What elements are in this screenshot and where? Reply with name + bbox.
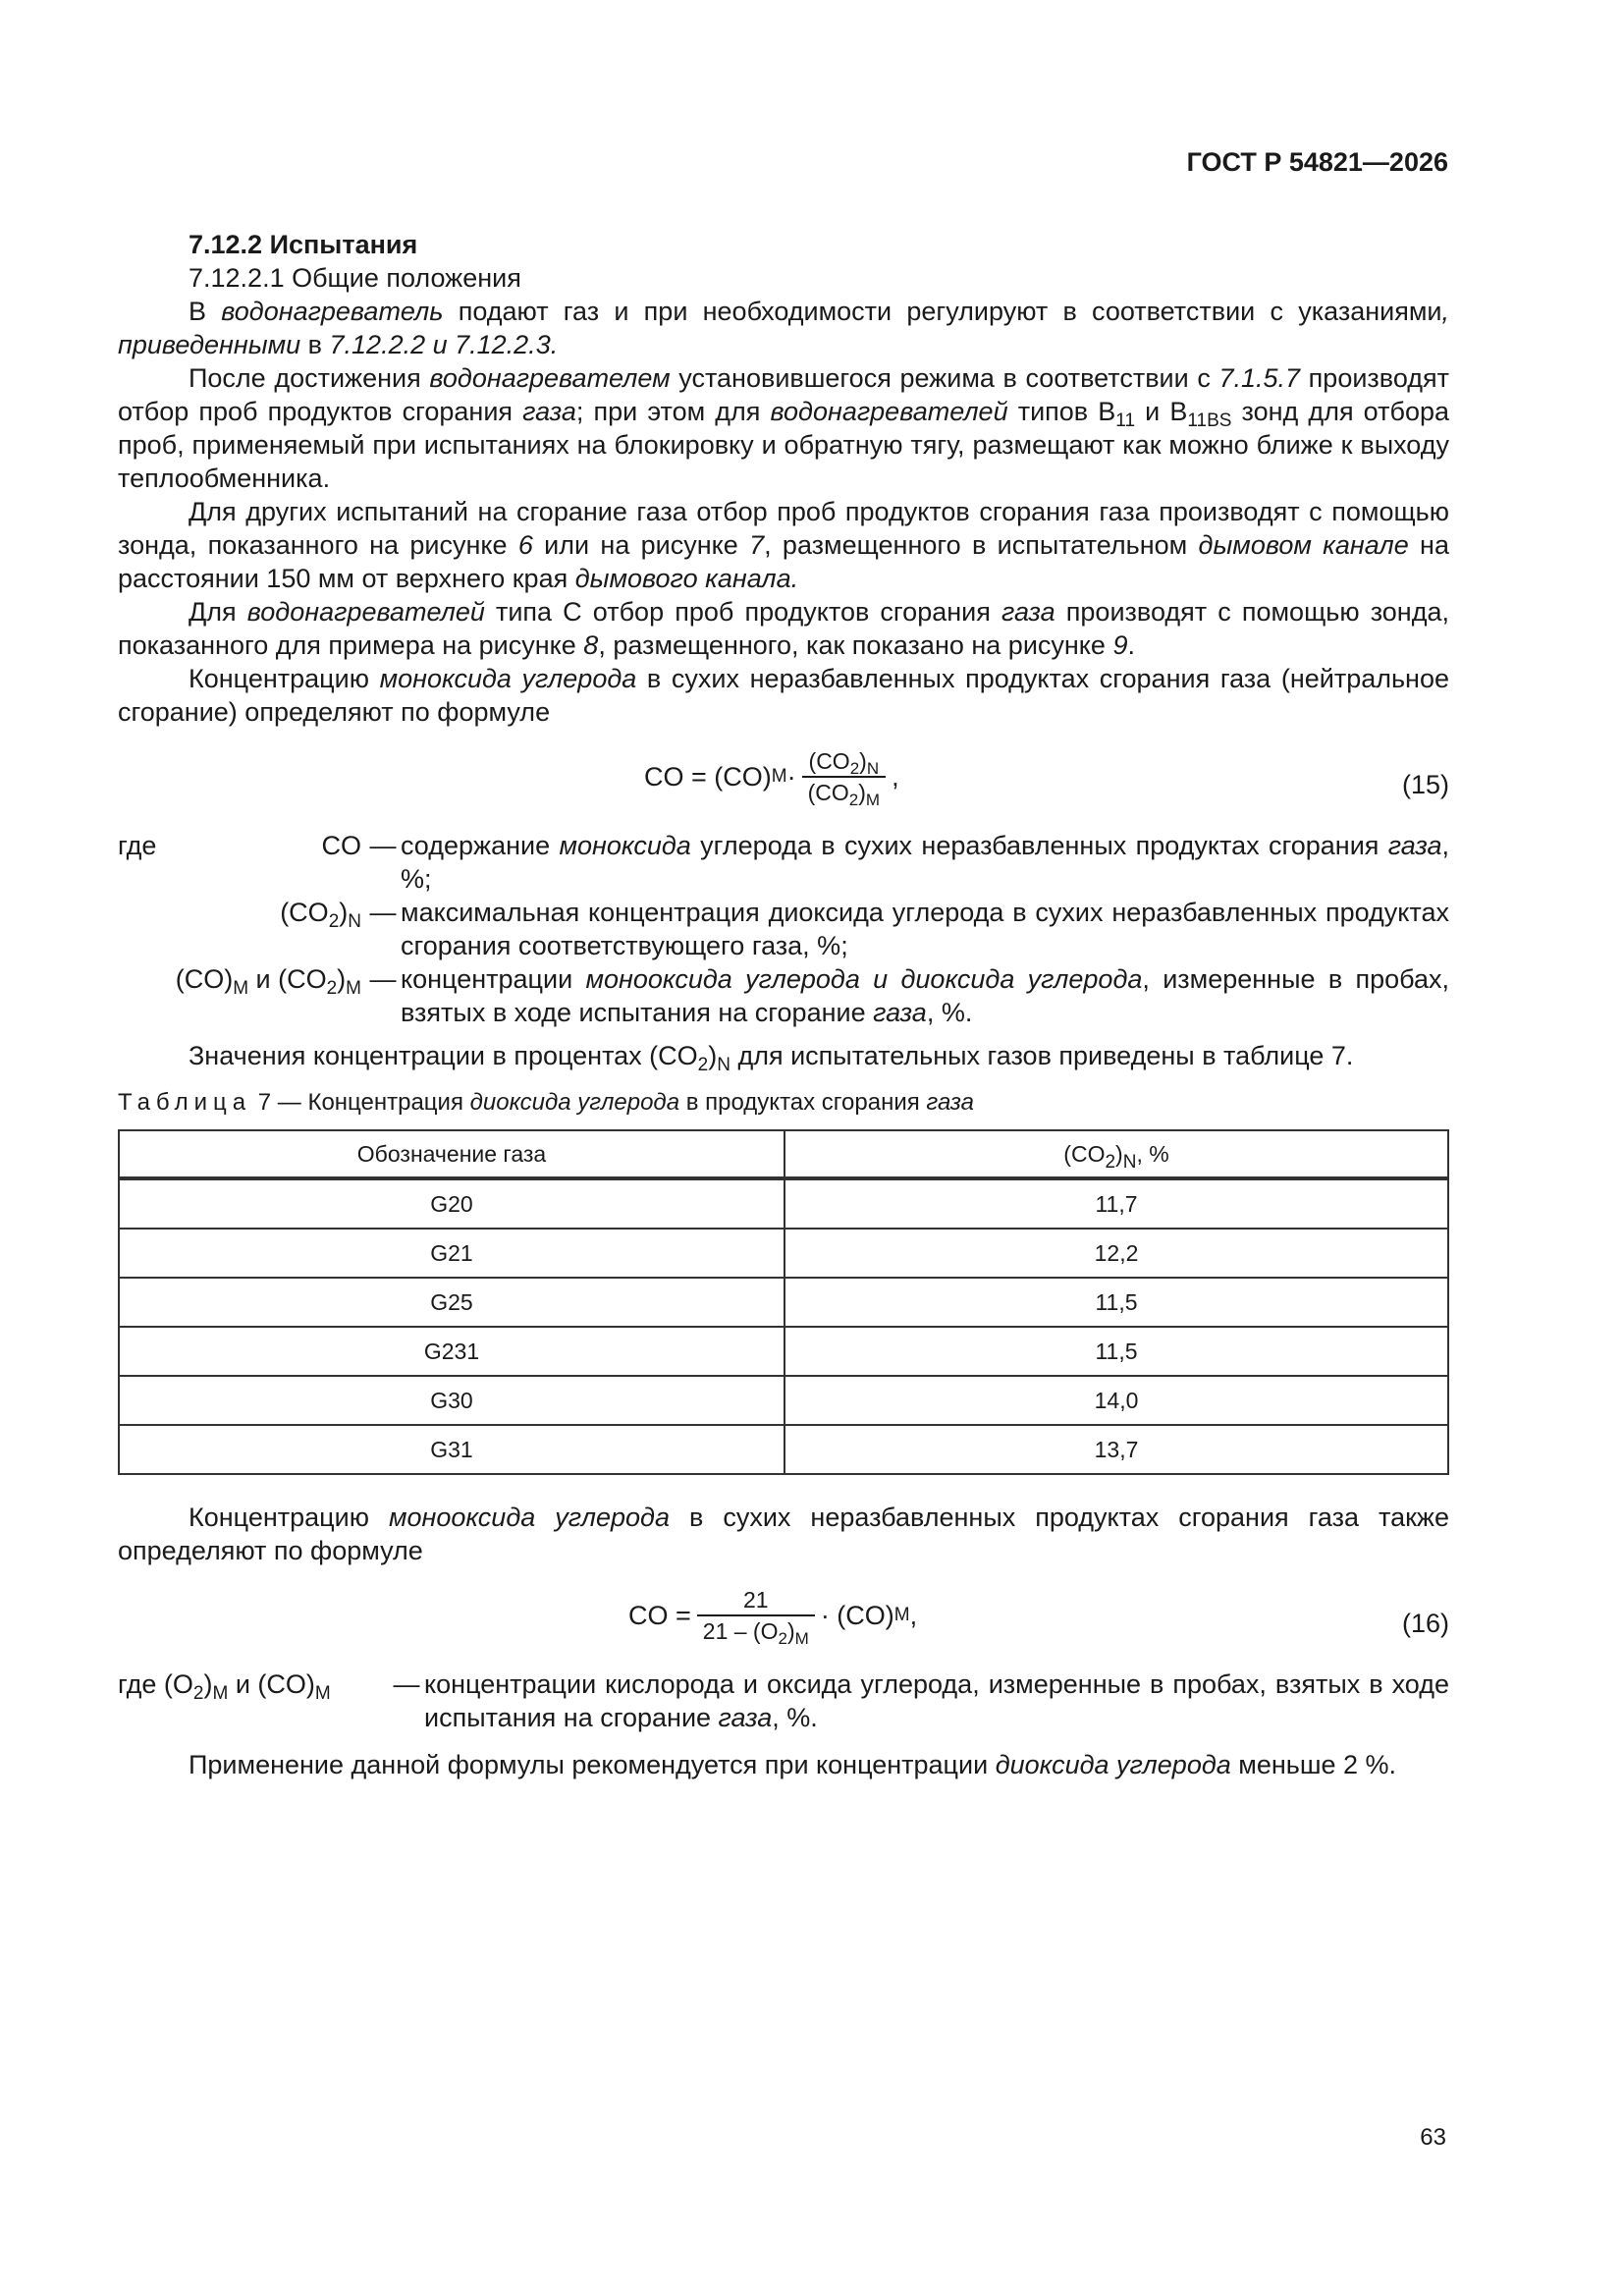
paragraph-sampling-c: Для водонагревателей типа С отбор проб продуктов сгорания газа производят с помощью зонда, показанного для примера на рисунке 8, размещенного, как показано на рисунке 9. — [118, 597, 1449, 660]
table-row — [119, 1178, 1448, 1229]
definition-co-co2-m: $(CO)_M$ и $(CO_2)_M$ — концентрации монооксида углерода и диоксида углерода, измеренные в пробах, взятых в ходе испытания на сгорание газа, %. — [175, 964, 1450, 1027]
where-label: где — [118, 831, 157, 860]
table-row — [119, 1376, 1448, 1425]
paragraph-formula-intro: Концентрацию моноксида углерода в сухих неразбавленных продуктах сгорания газа (нейтральное сгорание) определяют по формуле — [118, 664, 1450, 727]
cell-gas: G31 — [119, 1425, 784, 1474]
table-row — [119, 1425, 1448, 1474]
paragraph-formula16-intro: Концентрацию монооксида углерода в сухих неразбавленных продуктах сгорания газа также определяют по формуле — [118, 1503, 1449, 1565]
definition-o2-co-label: где $(O_2)_M$ и $(CO)_M$ — [118, 1669, 331, 1704]
column-header-gas: Обозначение газа — [119, 1130, 784, 1178]
page-number: 63 — [1420, 2124, 1446, 2151]
cell-co2: 11,5 — [784, 1278, 1448, 1327]
formula-15-fraction: $\frac{(CO_2)_N}{(CO_2)_M}$ — [802, 746, 886, 807]
formula-15-definitions — [118, 829, 1449, 1029]
paragraph-table-ref: Значения концентрации в процентах $(CO_2)_N$ для испытательных газов приведены в таблице 7. — [189, 1041, 1354, 1075]
definition-co: CO — содержание моноксида углерода в сухих неразбавленных продуктах сгорания газа, %; — [321, 831, 1449, 894]
column-header-co2: $(CO_2)_N$, % — [784, 1130, 1448, 1178]
cell-gas: G231 — [119, 1327, 784, 1376]
document-id: ГОСТ Р 54821—2026 — [1186, 147, 1448, 177]
section-subheading: 7.12.2.1 Общие положения — [189, 263, 521, 293]
table-row — [119, 1278, 1448, 1327]
table-header-row — [119, 1130, 1448, 1178]
cell-co2: 13,7 — [784, 1425, 1448, 1474]
cell-co2: 11,5 — [784, 1327, 1448, 1376]
paragraph-sampling-other: Для других испытаний на сгорание газа отбор проб продуктов сгорания газа производят с помощью зонда, показанного на рисунке 6 или на рисунке 7, размещенного в испытательном дымовом канале на расстоянии 150 мм от верхнего края дымового канала. — [118, 497, 1449, 593]
paragraph-sampling-b: После достижения водонагревателем установившегося режима в соответствии с 7.1.5.7 производят отбор проб продуктов сгорания газа; при этом для водонагревателей типов $B_{11}$ и $B_{11BS}$ зонд для отбора проб, применяемый при испытаниях на блокировку и обратную тягу, размещают как можно ближе к выходу теплообменника. — [118, 363, 1449, 493]
cell-co2: 12,2 — [784, 1229, 1448, 1278]
paragraph-intro: В водонагреватель подают газ и при необходимости регулируют в соответствии с указаниями, приведенными в 7.12.2.2 и 7.12.2.3. — [118, 297, 1449, 359]
paragraph-recommendation: Применение данной формулы рекомендуется при концентрации диоксида углерода меньше 2 %. — [189, 1750, 1397, 1779]
table-7 — [118, 1129, 1449, 1475]
table-row — [119, 1327, 1448, 1376]
cell-co2: 14,0 — [784, 1376, 1448, 1425]
section-heading: 7.12.2 Испытания — [189, 230, 418, 259]
formula-16-number: (16) — [1401, 1609, 1449, 1638]
formula-15-number: (15) — [1401, 770, 1449, 799]
page-content — [118, 228, 1449, 1781]
cell-gas: G30 — [119, 1376, 784, 1425]
cell-gas: G25 — [119, 1278, 784, 1327]
formula-16-fraction: $\frac{21}{21 - (O_2)_M}$ — [697, 1585, 815, 1646]
cell-gas: G21 — [119, 1229, 784, 1278]
cell-gas: G20 — [119, 1178, 784, 1229]
formula-16-definitions: где $(O_2)_M$ и $(CO)_M$ — концентрации кислорода и оксида углерода, измеренные в пробах, взятых в ходе испытания на сгорание газа, %. — [118, 1669, 1449, 1732]
definition-co2-n: $(CO_2)_N$ — максимальная концентрация диоксида углерода в сухих неразбавленных продуктах сгорания соответствующего газа, %; — [280, 898, 1449, 960]
cell-co2: 11,7 — [784, 1178, 1448, 1229]
table-row — [119, 1229, 1448, 1278]
table-7-caption: Таблица 7 — Концентрация диоксида углерода в продуктах сгорания газа — [118, 1089, 975, 1116]
formula-16: CO = $\frac{21}{21 - (O_2)_M}$ · (CO) M , (16) — [628, 1587, 1449, 1648]
formula-15: CO = (CO) M · $\frac{(CO_2)_N}{(CO_2)_M}$ , (15) — [644, 748, 1449, 809]
